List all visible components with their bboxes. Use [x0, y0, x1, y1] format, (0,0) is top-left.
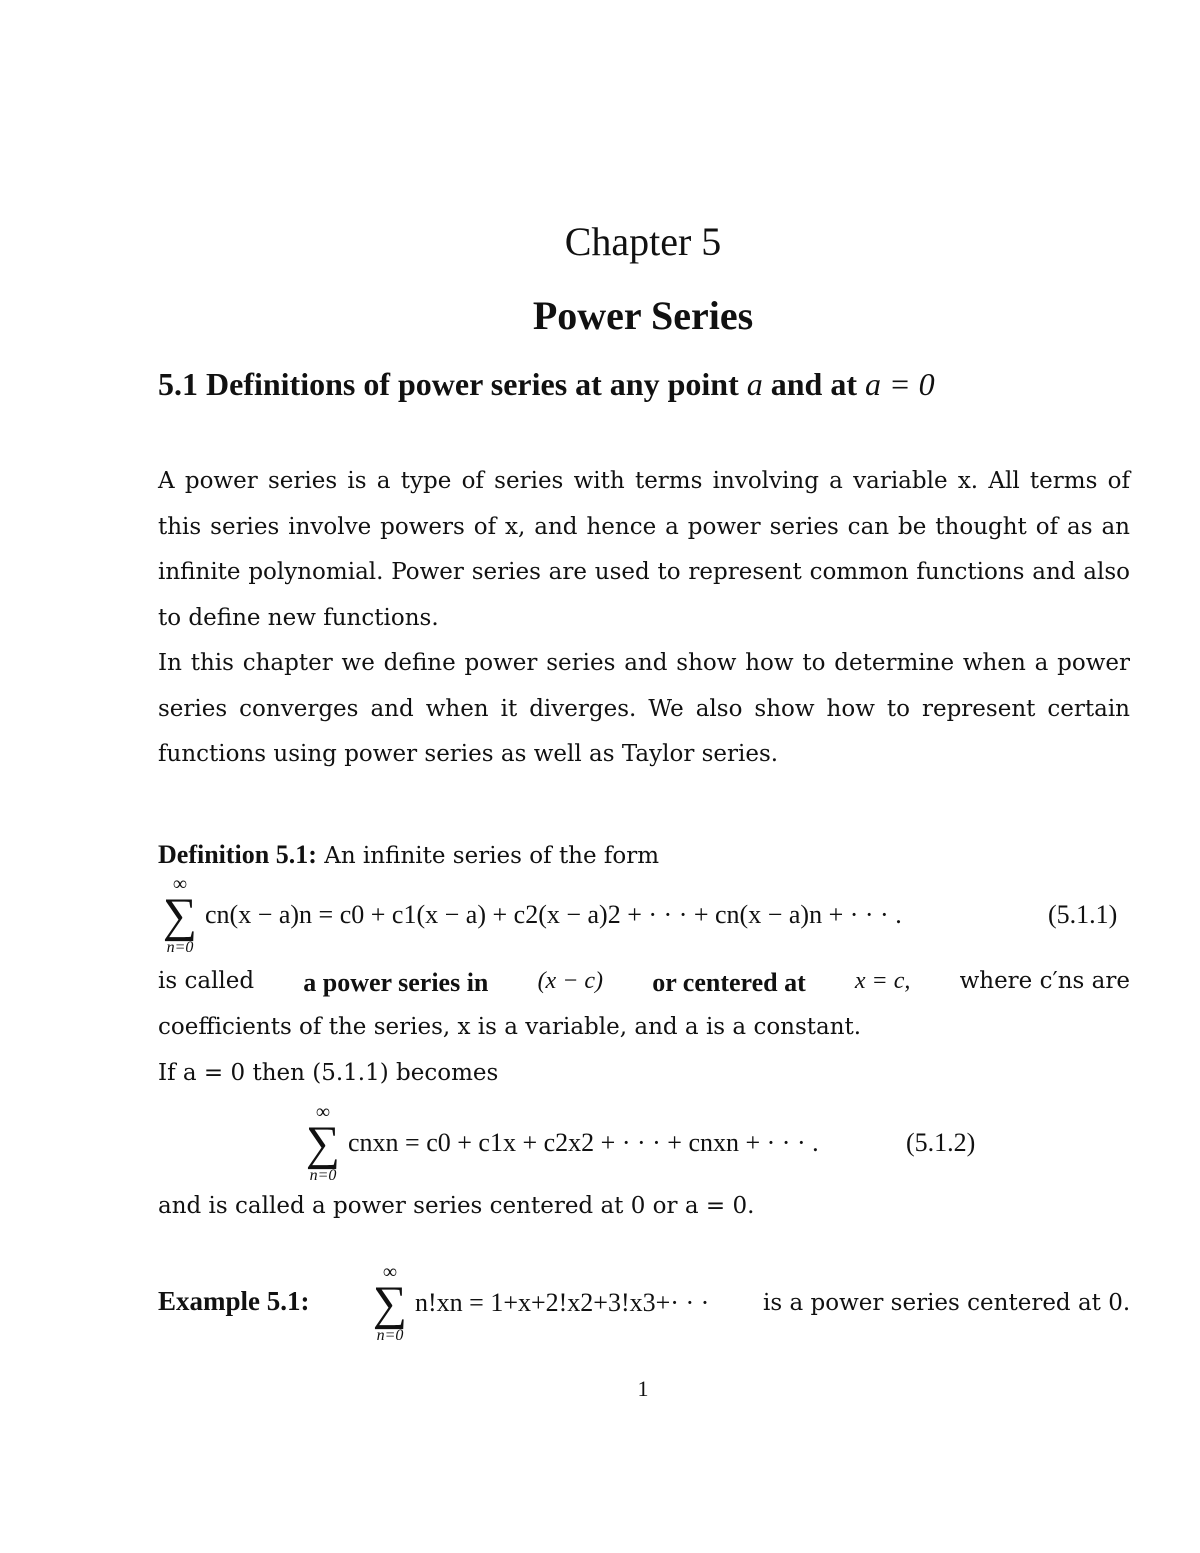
eq2-summation — [303, 1102, 343, 1186]
chapter-label: Chapter 5 — [564, 219, 722, 264]
chapter-title: Power Series — [532, 293, 754, 338]
sigma-icon: ∑ — [162, 889, 198, 942]
example-sum-bottom: n=0 — [376, 1327, 404, 1344]
eq2-sum-top: ∞ — [315, 1101, 331, 1123]
definition-continued — [158, 968, 1130, 998]
example-expression: n!xn = 1+x+2!x2+3!x3+· · · — [415, 1288, 710, 1317]
example-tail: is a power series centered at 0. — [763, 1290, 1131, 1316]
sigma-icon: ∑ — [372, 1277, 408, 1330]
eq1-sum-top: ∞ — [172, 873, 188, 895]
page-number: 1 — [637, 1376, 649, 1401]
def-eq: x = c, — [854, 968, 911, 994]
section-title-part2: and at — [770, 366, 857, 402]
def-bold-a: a power series in — [303, 968, 489, 997]
eq2-sum-bottom: n=0 — [309, 1167, 337, 1184]
eq1-expression: cn(x − a)n = c0 + c1(x − a) + c2(x − a)2 + · · · + cn(x − a)n + · · · . — [205, 900, 902, 929]
example-label: Example 5.1: — [158, 1286, 310, 1316]
eq2-expression: cnxn = c0 + c1x + c2x2 + · · · + cnxn + · · · . — [348, 1128, 819, 1157]
section-title-eq: a = 0 — [864, 366, 935, 402]
example-label-line — [158, 1286, 310, 1317]
def-paren: (x − c) — [537, 968, 604, 994]
section-number: 5.1 — [158, 366, 198, 402]
definition-label: Definition 5.1: — [158, 840, 317, 869]
sigma-icon: ∑ — [305, 1117, 341, 1170]
definition-line — [158, 840, 659, 870]
eq1-summation — [160, 874, 200, 958]
if-line: If a = 0 then (5.1.1) becomes — [158, 1060, 499, 1086]
eq1-sum-bottom: n=0 — [166, 939, 194, 956]
definition-line2: coefficients of the series, x is a variable, and a is a constant. — [158, 1014, 862, 1040]
intro-paragraph-2: In this chapter we define power series and show how to determine when a power series converges and when it diverges. We also show how to represent certain functions using power series as well as Taylor series. — [158, 650, 1130, 767]
def-bold-b: or centered at — [652, 968, 806, 997]
eq2-number: (5.1.2) — [906, 1128, 976, 1157]
section-heading — [158, 366, 935, 403]
def-text-a: is called — [158, 968, 255, 994]
section-title-part1: Definitions of power series at any point — [206, 366, 739, 402]
def-text-b: where c′ns are — [959, 968, 1130, 994]
eq1-number: (5.1.1) — [1048, 900, 1118, 929]
definition-lead: An infinite series of the form — [324, 843, 660, 869]
example-sum-top: ∞ — [382, 1261, 398, 1283]
closing-line: and is called a power series centered at 0 or a = 0. — [158, 1193, 755, 1219]
intro-paragraph-1: A power series is a type of series with terms involving a variable x. All terms of this series involve powers of x, and hence a power series can be thought of as an infinite polynomial. Power series are used to represent common functions and also to define new functions. — [158, 468, 1130, 631]
section-var-a: a — [746, 366, 763, 402]
example-summation — [370, 1262, 410, 1346]
